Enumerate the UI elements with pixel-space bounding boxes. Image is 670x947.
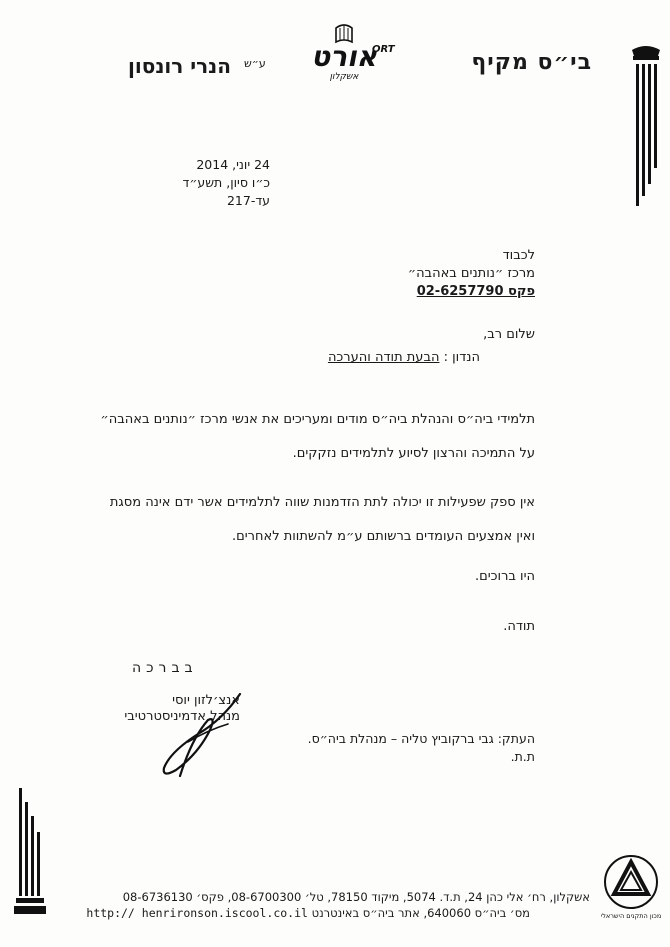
ort-logo: [286, 22, 402, 82]
paragraph-1-line-2: על התמיכה והרצון לסיוע לתלמידים נזקקים.: [292, 446, 535, 461]
footer-school-info: [86, 906, 530, 920]
footer-address: אשקלון, רח׳ אלי כהן 24, ת.ד. 5074, מיקוד 78150, טל׳ 08-6700300, פקס׳ 08-6736130: [122, 890, 590, 904]
date-block: [90, 156, 270, 210]
subject-label: הנדון :: [443, 350, 480, 365]
logo-text: אורט: [311, 40, 377, 73]
hebrew-date: כ״ו סיון, תשע״ד: [182, 175, 270, 190]
greek-column-icon: [630, 44, 662, 206]
thanks-line: תודה.: [503, 619, 535, 634]
greeting: שלום רב,: [483, 327, 535, 342]
logo-sub: ORT: [372, 44, 395, 55]
named-after-label: ע״ש: [244, 57, 266, 70]
school-name: הנרי רונסון: [128, 54, 231, 78]
paragraph-2: [95, 486, 535, 554]
seal-text: מכון התקנים הישראלי: [600, 912, 662, 920]
recipient-to: לכבוד: [502, 248, 535, 263]
footer-school-number: מס׳ ביה״ס 640060, אתר ביה״ס באינטרנט: [311, 906, 530, 920]
logo-city: אשקלון: [329, 72, 359, 82]
paragraph-1-line-1: תלמידי ביה״ס והנהלת ביה״ס מודים ומעריכים את אנשי מרכז ״נותנים באהבה״: [100, 412, 535, 427]
recipient-fax: פקס 02-6257790: [416, 284, 535, 299]
blessing-line: היו ברוכים.: [474, 569, 535, 584]
signer-name: אנצ׳לזון יוסי: [172, 693, 240, 708]
standards-institute-seal-icon: [596, 852, 666, 922]
reference-number: עד-217: [226, 193, 270, 208]
copy-initials: ת.ת.: [510, 749, 535, 764]
paragraph-2-line-1: אין ספק שפעילות זו יכולה לתת הזדמנות שווה לתלמידים אשר ידם אינה מסגת: [109, 495, 535, 510]
paragraph-1: [95, 403, 535, 471]
school-type: בי״ס מקיף: [471, 50, 592, 75]
copy-recipient: העתק: גבי ברקוביץ טליה – מנהלת ביה״ס.: [307, 731, 535, 746]
gregorian-date: 24 יוני, 2014: [196, 157, 270, 172]
closing: בברכה: [132, 660, 198, 676]
signer-title: מנהל אדמיניסטרטיבי: [124, 709, 240, 724]
recipient-org: מרכז ״נותנים באהבה״: [407, 266, 535, 281]
greek-column-icon: [14, 788, 46, 920]
paragraph-2-line-2: ואין אמצעים העומדים ברשותם ע״מ להשתוות לאחרים.: [232, 529, 535, 544]
copy-block: [235, 730, 535, 766]
subject-text: הבעת תודה והערכה: [327, 350, 440, 365]
subject-line: [328, 350, 480, 365]
recipient-block: [275, 247, 535, 301]
footer-url[interactable]: http:// henrironson.iscool.co.il: [86, 906, 308, 920]
